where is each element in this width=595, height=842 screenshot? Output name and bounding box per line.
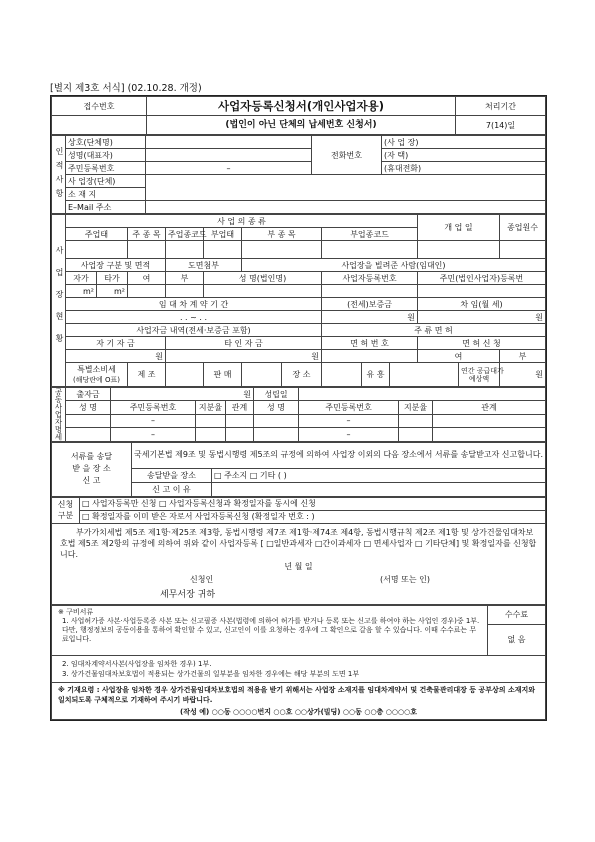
- delivery-reason-field[interactable]: [212, 482, 546, 496]
- partner-relation-field-2[interactable]: [433, 428, 546, 441]
- license-apply-label: 면 허 신 청: [418, 337, 546, 350]
- sub-item-field[interactable]: [242, 241, 322, 259]
- license-no-label: 면 허 번 호: [322, 337, 418, 350]
- partner-share-field-2[interactable]: [399, 428, 433, 441]
- apply-option-1[interactable]: □ 사업자등록만 신청 □ 사업자등록신청과 확정일자를 동시에 신청: [80, 497, 546, 510]
- main-type-label: 주업태: [66, 228, 128, 241]
- partners-section-label: 공동사업자명세: [52, 388, 66, 442]
- partner-share-label-2: 지분율: [399, 401, 433, 414]
- yes-label: 여: [128, 272, 166, 285]
- own-label: 자가: [66, 272, 97, 285]
- form-header: [별지 제3호 서식] (02.10.28. 개정): [50, 83, 202, 94]
- place-field[interactable]: [322, 363, 362, 387]
- fee-box: [488, 605, 546, 655]
- partner-row[interactable]: [66, 414, 111, 427]
- partner-share-label: 지분율: [196, 401, 226, 414]
- sale-field[interactable]: [242, 363, 282, 387]
- fee-label: 수수료: [488, 606, 545, 625]
- no-label: 부: [166, 272, 204, 285]
- attachments-section: [51, 605, 546, 720]
- self-capital-label: 자 기 자 금: [66, 337, 166, 350]
- delivery-section: [51, 442, 546, 497]
- lessor-name-field[interactable]: [204, 285, 322, 298]
- drawing-yes-field[interactable]: [128, 285, 166, 298]
- deposit-label: (전세)보증금: [322, 298, 418, 311]
- self-capital-field[interactable]: 원: [66, 350, 166, 363]
- business-section-label: 사업장현황: [52, 215, 66, 387]
- partner-name-field-2[interactable]: [254, 428, 299, 441]
- attachment-item-2: 2. 임대차계약서사본(사업장을 임차한 경우) 1부.: [62, 659, 212, 668]
- name-label: 성명(대표자): [66, 149, 146, 162]
- license-yes[interactable]: 여: [418, 350, 500, 363]
- name-field[interactable]: [146, 149, 312, 162]
- business-kind-label: 사 업 의 종 류: [66, 215, 418, 228]
- manufacture-field[interactable]: [166, 363, 204, 387]
- lessor-name-label: 성 명(법인명): [204, 272, 322, 285]
- partner-rrn-label: 주민등록번호: [111, 401, 196, 414]
- apply-option-2[interactable]: □ 확정일자를 이미 받은 자로서 사업자등록신청 (확정일자 번호 : ): [80, 510, 546, 523]
- other-capital-label: 타 인 자 금: [166, 337, 322, 350]
- main-code-field[interactable]: [166, 241, 204, 259]
- established-field[interactable]: [299, 388, 546, 401]
- sub-item-label: 부 종 목: [242, 228, 322, 241]
- fee-value: 없 음: [507, 634, 526, 644]
- license-no[interactable]: 부: [500, 350, 546, 363]
- site-split-label: 사업장 구분 및 면적: [66, 259, 166, 272]
- phone-label: 전화번호: [312, 136, 382, 175]
- sub-code-field[interactable]: [322, 241, 418, 259]
- partners-section: [51, 387, 546, 442]
- other-capital-field[interactable]: 원: [166, 350, 322, 363]
- sale-label: 판 매: [204, 363, 242, 387]
- phone-home[interactable]: (자 택): [382, 149, 546, 162]
- partner-row[interactable]: [66, 428, 111, 441]
- total-capital-field[interactable]: 원: [111, 388, 254, 401]
- partner-rrn-field-2[interactable]: –: [299, 414, 399, 427]
- phone-mobile[interactable]: (휴대전화): [382, 162, 546, 175]
- annual-supply-field[interactable]: 원: [500, 363, 546, 387]
- partner-relation-label: 관계: [226, 401, 254, 414]
- other-area-field[interactable]: m²: [97, 285, 128, 298]
- lessor-rrn-label: 주민(법인사업자)등록번: [418, 272, 546, 285]
- footnote-text: ※ 기재요령 : 사업장을 임차한 경우 상가건물임대차보호법의 적용을 받기 위해서는 사업장 소재지를 임대차계약서 및 건축물관리대장 등 공부상의 소재지와 일치되도록 구체적으로 기재하여 주시기 바랍니다.: [58, 685, 536, 704]
- main-type-field[interactable]: [66, 241, 128, 259]
- attachment-item-3: 3. 상가건물임대차보호법이 적용되는 상가건물의 일부분을 임차한 경우에는 해당 부분의 도면 1부: [62, 669, 360, 678]
- annual-supply-label: 연간 공급대가 예상액: [459, 363, 500, 387]
- footnote-example: (작성 예) ○○동 ○○○○번지 ○○호 ○○상가(빌딩) ○○동 ○○층 ○○○○호: [180, 707, 417, 716]
- address-label-1: 사 업장(단체): [66, 175, 146, 188]
- other-label: 타가: [97, 272, 128, 285]
- office-label: 세무서장 귀하: [160, 589, 216, 600]
- trade-name-label: 상호(단체명): [66, 136, 146, 149]
- delivery-reason-label: 신 고 이 유: [132, 482, 212, 496]
- license-no-field[interactable]: [322, 350, 418, 363]
- partner-relation-label-2: 관계: [433, 401, 546, 414]
- partner-name-label: 성 명: [66, 401, 111, 414]
- email-label: E–Mail 주소: [66, 201, 146, 214]
- excise-label: 특별소비세 (해당란에 O표): [66, 363, 128, 387]
- partner-relation-field-2[interactable]: [433, 414, 546, 427]
- main-item-field[interactable]: [128, 241, 166, 259]
- established-label: 성립일: [254, 388, 299, 401]
- open-date-label: 개 업 일: [418, 215, 500, 241]
- place-label: 장 소: [282, 363, 322, 387]
- partner-rrn-field-2[interactable]: –: [299, 428, 399, 441]
- lessor-rrn-field[interactable]: [418, 285, 546, 298]
- apply-section: [51, 497, 546, 605]
- partner-relation-field[interactable]: [226, 414, 254, 427]
- partner-share-field[interactable]: [196, 414, 226, 427]
- attachments-more: [52, 655, 546, 682]
- rrn-label: 주민등록번호: [66, 162, 146, 175]
- entertain-label: 유 흥: [362, 363, 390, 387]
- delivery-place-options[interactable]: □ 주소지 □ 기타 ( ): [212, 468, 546, 482]
- lessor-bizno-label: 사업자등록번호: [322, 272, 418, 285]
- sub-type-label: 부업태: [204, 228, 242, 241]
- own-area-field[interactable]: m²: [66, 285, 97, 298]
- receipt-no-label: 접수번호: [52, 97, 147, 116]
- partner-rrn-field[interactable]: –: [111, 414, 196, 427]
- sub-type-field[interactable]: [204, 241, 242, 259]
- partner-relation-field[interactable]: [226, 428, 254, 441]
- business-section: [51, 214, 546, 387]
- delivery-place-label: 송달받을 장소: [132, 468, 212, 482]
- person-section-label: 인적사항: [52, 136, 66, 214]
- partner-rrn-field[interactable]: –: [111, 428, 196, 441]
- email-field[interactable]: [146, 201, 546, 214]
- rent-label: 차 임(월 세): [418, 298, 546, 311]
- partner-share-field-2[interactable]: [399, 414, 433, 427]
- applicant-label: 신청인: [190, 574, 214, 584]
- main-code-label: 주업종코드: [166, 228, 204, 241]
- address-field[interactable]: [146, 175, 546, 201]
- drawing-no-field[interactable]: [166, 285, 204, 298]
- lease-period-label: 임 대 차 계 약 기 간: [66, 298, 322, 311]
- employees-label: 종업원수: [500, 215, 546, 241]
- partner-share-field[interactable]: [196, 428, 226, 441]
- lease-period-field[interactable]: . . ~ . .: [66, 311, 322, 324]
- address-label-2: 소 재 지: [66, 188, 146, 201]
- delivery-label: 서류를 송달 받 을 장 소 신 고: [52, 442, 132, 496]
- lessor-bizno-field[interactable]: [322, 285, 418, 298]
- apply-statement-cell: [52, 523, 546, 604]
- drawing-label: 도면첨부: [166, 259, 242, 272]
- attachment-item-1: 1. 사업허가증 사본·사업등록증 사본 또는 신고필증 사본(법령에 의하여 허가를 받거나 등록 또는 신고를 하여야 하는 사업인 경우)중 1부. 다만, 행정정보의 공동이용을 통하여 확인할 수 있고, 신고인이 이를 요청하는 경우에 그 확인으로 갈음 할 수 있습니다. 이때 수수료는 무료입니다.: [62, 616, 480, 643]
- main-item-label: 주 종 목: [128, 228, 166, 241]
- license-label: 주 류 면 허: [322, 324, 546, 337]
- form-title: 사업자등록신청서(개인사업자용): [147, 97, 456, 116]
- form-subtitle: (법인이 아닌 단체의 납세번호 신청서): [147, 116, 456, 135]
- receipt-no-field[interactable]: [52, 116, 147, 135]
- lessor-label: 사업장을 빌려준 사람(임대인): [242, 259, 546, 272]
- form-frame: [50, 95, 547, 721]
- attachments-heading: ※ 구비서류: [58, 607, 94, 616]
- attachments-list: [52, 605, 488, 655]
- partner-name-field-2[interactable]: [254, 414, 299, 427]
- partner-name-label-2: 성 명: [254, 401, 299, 414]
- phone-office[interactable]: (사 업 장): [382, 136, 546, 149]
- person-section: [51, 135, 546, 214]
- delivery-notice: 국세기본법 제9조 및 동법시행령 제5조의 규정에 의하여 사업장 이외의 다음 장소에서 서류를 송달받고자 신고합니다.: [132, 442, 546, 468]
- processing-value: 7(14)일: [456, 116, 546, 135]
- total-capital-label: 출자금: [66, 388, 111, 401]
- sub-code-label: 부업종코드: [322, 228, 418, 241]
- trade-name-field[interactable]: [146, 136, 312, 149]
- capital-label: 사업자금 내역(전세·보증금 포함): [66, 324, 322, 337]
- rent-field[interactable]: 원: [418, 311, 546, 324]
- deposit-field[interactable]: 원: [322, 311, 418, 324]
- footnote: [52, 682, 546, 719]
- processing-label: 처리기간: [456, 97, 546, 116]
- open-date-field[interactable]: [418, 241, 500, 259]
- apply-kind-label: 신청 구분: [52, 497, 80, 523]
- rrn-field[interactable]: –: [146, 162, 312, 175]
- apply-statement: 부가가치세법 제5조 제1항·제25조 제3항, 동법시행령 제7조 제1항·제74조 제4항, 동법시행규칙 제2조 제1항 및 상가건물임대차보호법 제5조 제2항의 규정에 의하여 위와 같이 사업자등록 [ □일반과세자 □간이과세자 □ 면세사업자 □ 기타단체] 및 확정일자를 신청합니다.: [60, 527, 537, 559]
- signature-field[interactable]: (서명 또는 인): [380, 574, 430, 584]
- manufacture-label: 제 조: [128, 363, 166, 387]
- title-block: [51, 96, 546, 135]
- employees-field[interactable]: [500, 241, 546, 259]
- entertain-field[interactable]: [390, 363, 459, 387]
- partner-rrn-label-2: 주민등록번호: [299, 401, 399, 414]
- apply-date[interactable]: 년 월 일: [284, 561, 313, 571]
